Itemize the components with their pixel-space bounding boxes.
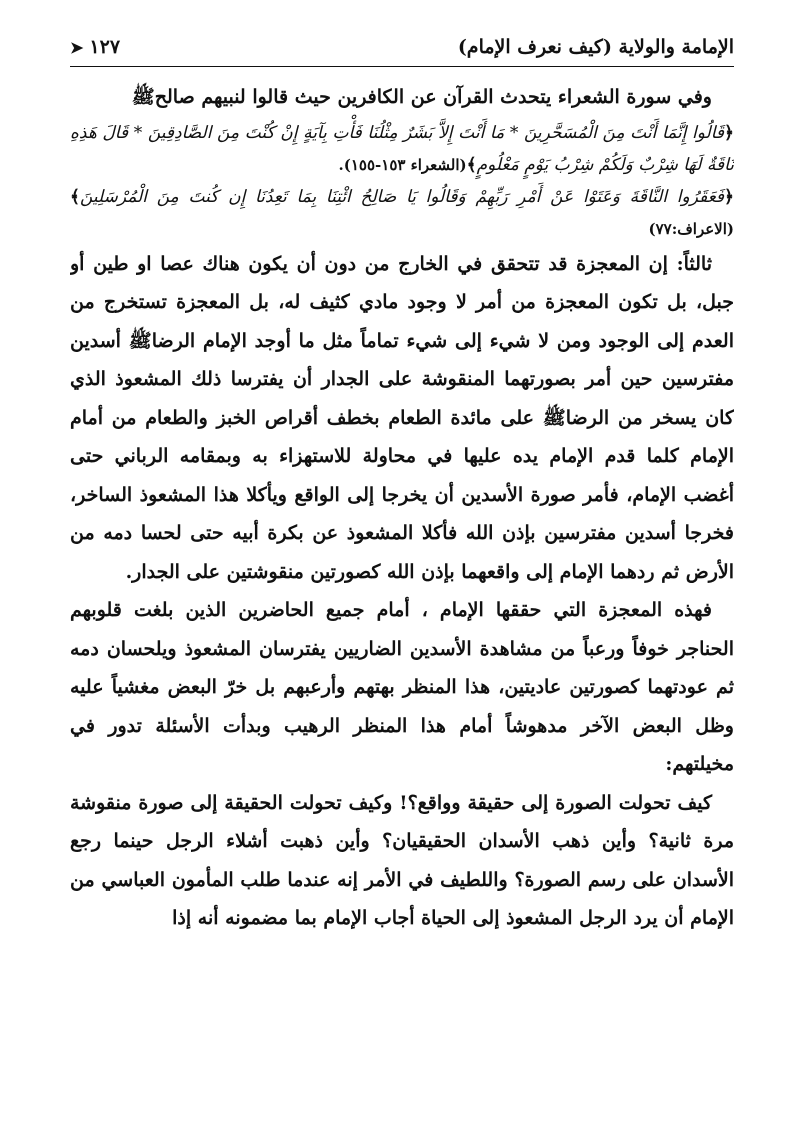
quote-open-brace: ﴿	[724, 186, 734, 207]
quran-quote-araf	[70, 181, 734, 245]
point-label: ثالثاً:	[676, 252, 712, 275]
quote-text: فَعَقَرُوا النَّاقَةَ وَعَتَوْا عَنْ أَمْرِ رَبِّهِمْ وَقَالُوا يَا صَالِحُ ائْتِنَا بِمَا تَعِدُنَا إِن كُنتَ مِنَ الْمُرْسَلِينَ	[79, 186, 725, 207]
quote-close-brace: ﴾	[70, 186, 80, 207]
miracle-paragraph: فهذه المعجزة التي حققها الإمام ، أمام جميع الحاضرين الذين بلغت قلوبهم الحناجر خوفاً ورعباً من مشاهدة الأسدين الضاريين يفترسان المشعوذ ويلحسان دمه ثم عودتهما كصورتين عاديتين، هذا المنظر بهتهم وأرعبهم بل خرّ البعض مغشياً عليه وظل البعض الآخر مدهوشاً أمام هذا المنظر الرهيب وبدأت الأسئلة تدور في مخيلتهم:	[70, 599, 734, 775]
quote-reference: (الاعراف:٧٧)	[648, 219, 734, 238]
page-number-group	[70, 36, 120, 58]
page-number: ١٢٧	[89, 36, 121, 58]
quran-quote-shuara	[70, 117, 734, 181]
arrow-icon: ➤	[70, 37, 84, 57]
quote-close-brace: ﴾	[466, 154, 477, 175]
page-header	[70, 30, 734, 64]
quote-open-brace: ﴿	[724, 122, 734, 143]
quote-text: قَالُوا إِنَّمَا أَنْتَ مِنَ الْمُسَحَّرِينَ * مَا أَنْتَ إِلاَّ بَشَرٌ مِثْلُنَا فَأْتِ بِآيَةٍ إِنْ كُنْتَ مِنَ الصَّادِقِينَ * قَالَ هَذِهِ نَاقَةٌ لَهَا شِرْبٌ وَلَكُمْ شِرْبُ يَوْمٍ مَعْلُومٍ	[70, 122, 734, 175]
questions-paragraph: كيف تحولت الصورة إلى حقيقة وواقع؟! وكيف تحولت الحقيقة إلى صورة منقوشة مرة ثانية؟ وأين ذهب الأسدان الحقيقيان؟ وأين ذهبت أشلاء الرجل حينما رجع الأسدان على رسم الصورة؟ واللطيف في الأمر إنه عندما طلب المأمون العباسي من الإمام أن يرد الرجل المشعوذ إلى الحياة أجاب الإمام بما مضمونه أنه إذا	[70, 791, 734, 929]
point-text: إن المعجزة قد تتحقق في الخارج من دون أن يكون هناك عصا او طين أو جبل، بل تكون المعجزة من أمر لا وجود مادي كثيف له، بل المعجزة تستخرج من العدم إلى الوجود ومن لا شيء إلى شيء تماماً مثل ما أوجد الإمام الرضاﷺ أسدين مفترسين حين أمر بصورتهما المنقوشة على الجدار أن يفترسا ذلك المشعوذ الذي كان يسخر من الرضاﷺ على مائدة الطعام بخطف أقراص الخبز والطعام من أمام الإمام كلما قدم الإمام يده عليها في محاولة للاستهزاء به وبمقامه الرباني حتى أغضب الإمام، فأمر صورة الأسدين أن يخرجا إلى الواقع ويأكلا هذا المشعوذ الساخر، فخرجا أسدين مفترسين بإذن الله فأكلا المشعوذ عن بكرة أبيه حتى لحسا دمه من الأرض ثم ردهما الإمام إلى واقعهما بإذن الله كصورتين منقوشتين على الجدار.	[70, 252, 734, 583]
running-title: الإمامة والولاية (كيف نعرف الإمام)	[457, 36, 734, 58]
point-three-paragraph	[70, 245, 734, 592]
page-body	[70, 78, 734, 1126]
intro-paragraph: وفي سورة الشعراء يتحدث القرآن عن الكافرين حيث قالوا لنبيهم صالحﷺ	[131, 86, 712, 108]
header-rule	[70, 66, 734, 67]
quote-reference: (الشعراء ١٥٣-١٥٥).	[338, 155, 467, 174]
